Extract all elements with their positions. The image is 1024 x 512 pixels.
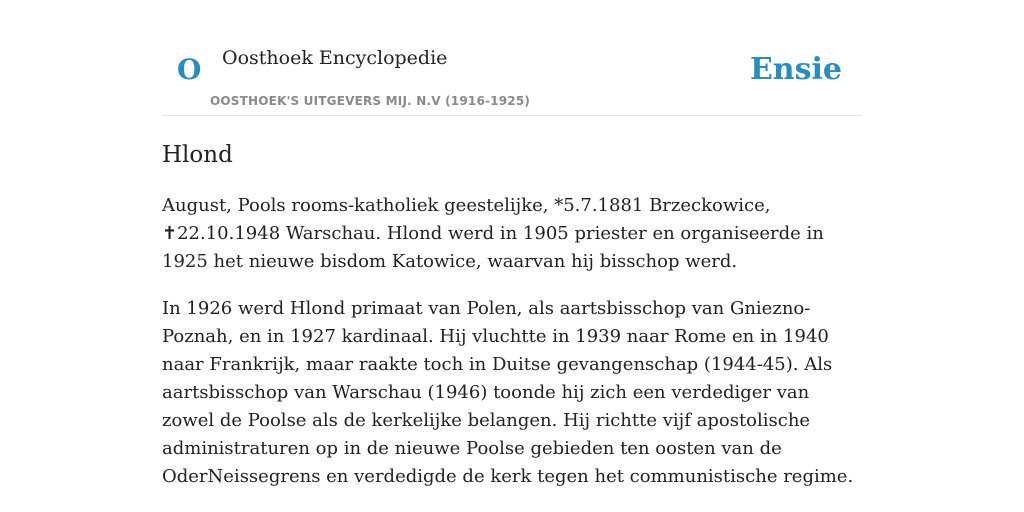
content-container xyxy=(162,0,862,487)
source-subtitle: OOSTHOEK'S UITGEVERS MIJ. N.V (1916-1925) xyxy=(210,94,531,108)
source-title-link[interactable]: Oosthoek Encyclopedie xyxy=(222,47,448,69)
source-logo[interactable]: O xyxy=(177,53,202,86)
article-paragraph: August, Pools rooms-katholiek geestelijke, *5.7.1881 Brzeckowice, ✝22.10.1948 Warschau. Hlond werd in 1905 priester en organiseerde in 1925 het nieuwe bisdom Katowice, waarvan hij bisschop werd. xyxy=(162,195,824,272)
source-header xyxy=(162,0,862,116)
article-paragraph: In 1926 werd Hlond primaat van Polen, als aartsbisschop van Gniezno-Poznah, en in 1927 kardinaal. Hij vluchtte in 1939 naar Rome en in 1940 naar Frankrijk, maar raakte toch in Duitse gevangenschap (1944-45). Als aartsbisschop van Warschau (1946) toonde hij zich een verdediger van zowel de Poolse als de kerkelijke belangen. Hij richtte vijf apostolische administraturen op in de nieuwe Poolse gebieden ten oosten van de OderNeissegrens en verdedigde de kerk tegen het communistische regime. xyxy=(162,298,854,487)
ensie-logo-link[interactable]: Ensie xyxy=(749,52,842,87)
article-title: Hlond xyxy=(162,142,233,168)
